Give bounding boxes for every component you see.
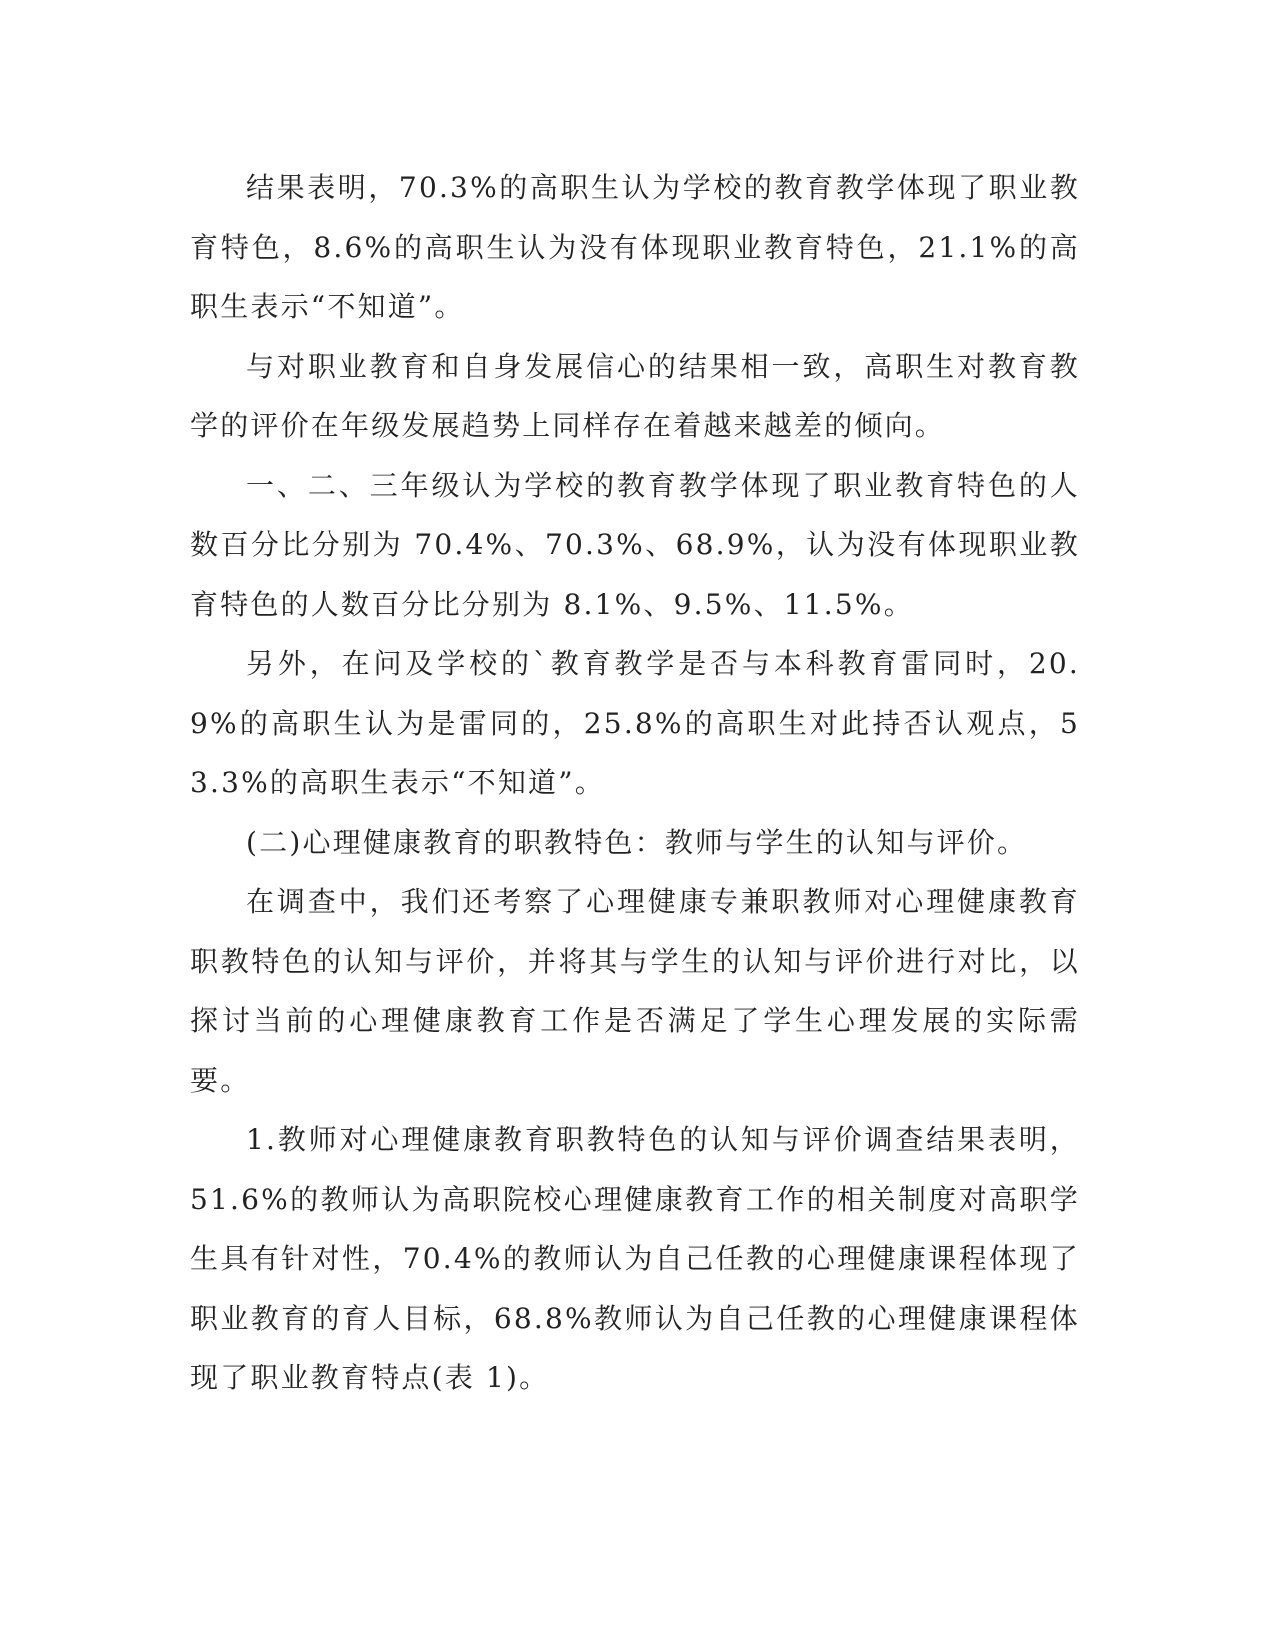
section-heading: (二)心理健康教育的职教特色：教师与学生的认知与评价。 (246, 825, 1028, 859)
paragraph-undergraduate-comparison: 另外，在问及学校的`教育教学是否与本科教育雷同时，20.9%的高职生认为是雷同的，25.8%的高职生对此持否认观点，53.3%的高职生表示“不知道”。 (190, 647, 1080, 799)
paragraph-results: 结果表明，70.3%的高职生认为学校的教育教学体现了职业教育特色，8.6%的高职生认为没有体现职业教育特色，21.1%的高职生表示“不知道”。 (190, 171, 1080, 323)
paragraph-grade-percentages: 一、二、三年级认为学校的教育教学体现了职业教育特色的人数百分比分别为 70.4%、70.3%、68.9%，认为没有体现职业教育特色的人数百分比分别为 8.1%、9.5%、11.5%。 (190, 468, 1080, 621)
paragraph-survey: 在调查中，我们还考察了心理健康专兼职教师对心理健康教育职教特色的认知与评价，并将其与学生的认知与评价进行对比，以探讨当前的心理健康教育工作是否满足了学生心理发展的实际需要。 (190, 885, 1080, 1097)
paragraph-teacher-evaluation: 1.教师对心理健康教育职教特色的认知与评价调查结果表明，51.6%的教师认为高职院校心理健康教育工作的相关制度对高职学生具有针对性，70.4%的教师认为自己任教的心理健康课程体现了职业教育的育人目标，68.8%教师认为自己任教的心理健康课程体现了职业教育特点(表 1)。 (190, 1123, 1080, 1394)
document-body (190, 158, 1080, 1408)
paragraph-trend: 与对职业教育和自身发展信心的结果相一致，高职生对教育教学的评价在年级发展趋势上同样存在着越来越差的倾向。 (190, 349, 1080, 442)
